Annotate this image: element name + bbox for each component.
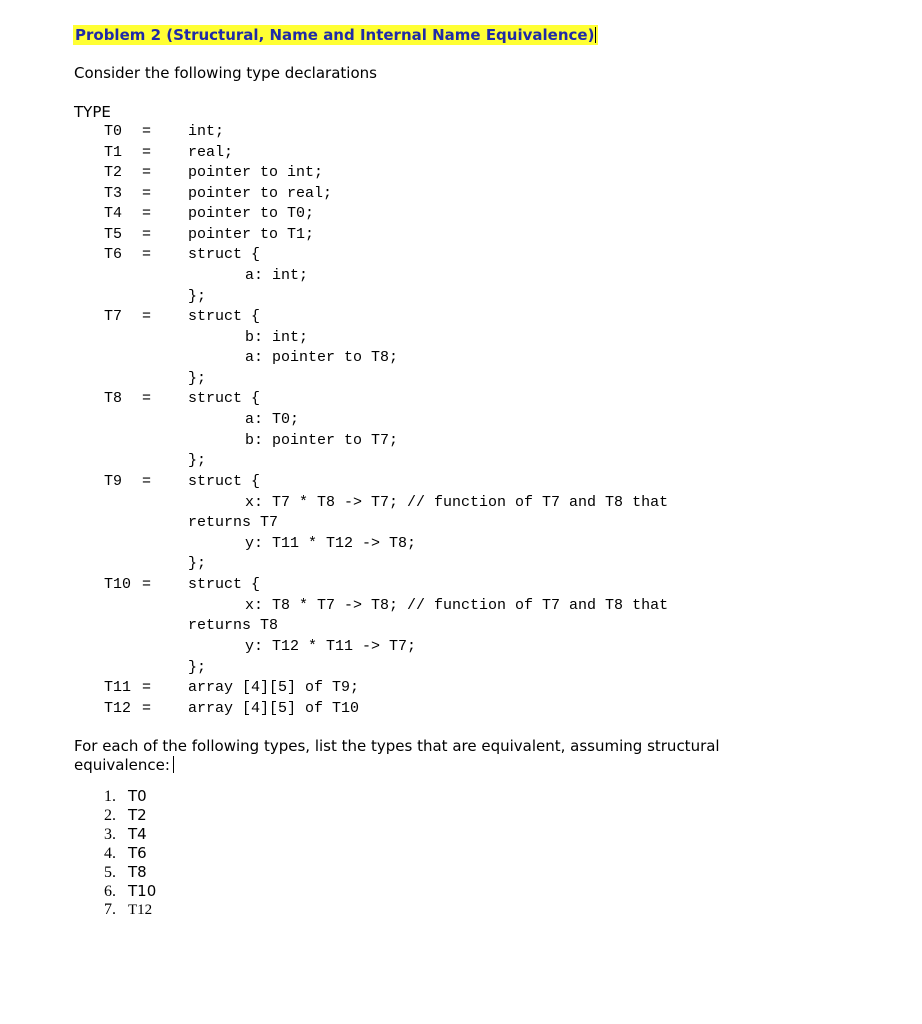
list-item: 3. T4 <box>104 825 147 843</box>
text-caret <box>173 756 174 773</box>
struct-close: }; <box>188 659 207 676</box>
struct-field: a: int; <box>245 267 309 284</box>
intro-text: Consider the following type declarations <box>74 64 377 82</box>
decl-eq: = <box>142 164 152 181</box>
decl-eq: = <box>142 185 152 202</box>
decl-name-t6: T6 <box>104 246 123 263</box>
struct-field: b: pointer to T7; <box>245 432 399 449</box>
decl-name-t12: T12 <box>104 700 132 717</box>
decl-code: pointer to int; <box>188 164 324 181</box>
list-item: 7. T12 <box>104 901 153 918</box>
list-item: 4. T6 <box>104 844 147 862</box>
struct-field: x: T8 * T7 -> T8; // function of T7 and T8 that <box>245 597 669 614</box>
decl-name-t7: T7 <box>104 308 123 325</box>
struct-field: a: T0; <box>245 411 300 428</box>
decl-eq: = <box>142 576 152 593</box>
decl-name-t4: T4 <box>104 205 123 222</box>
struct-close: }; <box>188 288 207 305</box>
decl-name-t9: T9 <box>104 473 123 490</box>
decl-eq: = <box>142 473 152 490</box>
list-item: 6. T10 <box>104 882 157 900</box>
decl-eq: = <box>142 308 152 325</box>
decl-eq: = <box>142 144 152 161</box>
decl-name-t0: T0 <box>104 123 123 140</box>
list-item: 5. T8 <box>104 863 147 881</box>
struct-field: y: T12 * T11 -> T7; <box>245 638 417 655</box>
decl-eq: = <box>142 246 152 263</box>
decl-name-t1: T1 <box>104 144 123 161</box>
decl-eq: = <box>142 700 152 717</box>
struct-close: }; <box>188 452 207 469</box>
decl-eq: = <box>142 679 152 696</box>
decl-eq: = <box>142 205 152 222</box>
struct-field: a: pointer to T8; <box>245 349 399 366</box>
decl-code: struct { <box>188 473 261 490</box>
decl-code: struct { <box>188 390 261 407</box>
struct-field-continued: returns T7 <box>188 514 279 531</box>
struct-field: b: int; <box>245 329 309 346</box>
decl-code: pointer to T1; <box>188 226 315 243</box>
list-item: 2. T2 <box>104 806 147 824</box>
decl-code: array [4][5] of T10 <box>188 700 360 717</box>
type-keyword: TYPE <box>74 103 111 121</box>
decl-name-t2: T2 <box>104 164 123 181</box>
decl-code: int; <box>188 123 225 140</box>
answer-list <box>104 787 156 920</box>
question-text: For each of the following types, list the types that are equivalent, assuming structural equivalence: <box>74 737 720 774</box>
struct-close: }; <box>188 370 207 387</box>
decl-code: struct { <box>188 576 261 593</box>
decl-name-t5: T5 <box>104 226 123 243</box>
decl-eq: = <box>142 226 152 243</box>
struct-field: x: T7 * T8 -> T7; // function of T7 and T8 that <box>245 494 669 511</box>
decl-code: struct { <box>188 246 261 263</box>
list-item: 1. T0 <box>104 787 147 805</box>
decl-code: struct { <box>188 308 261 325</box>
decl-code: array [4][5] of T9; <box>188 679 360 696</box>
decl-name-t11: T11 <box>104 679 132 696</box>
decl-code: pointer to T0; <box>188 205 315 222</box>
decl-name-t8: T8 <box>104 390 123 407</box>
problem-title: Problem 2 (Structural, Name and Internal Name Equivalence) <box>73 25 598 45</box>
decl-name-t10: T10 <box>104 576 132 593</box>
struct-close: }; <box>188 555 207 572</box>
decl-eq: = <box>142 390 152 407</box>
decl-name-t3: T3 <box>104 185 123 202</box>
decl-code: pointer to real; <box>188 185 333 202</box>
struct-field: y: T11 * T12 -> T8; <box>245 535 417 552</box>
decl-eq: = <box>142 123 152 140</box>
text-cursor <box>595 27 596 43</box>
decl-code: real; <box>188 144 234 161</box>
struct-field-continued: returns T8 <box>188 617 279 634</box>
